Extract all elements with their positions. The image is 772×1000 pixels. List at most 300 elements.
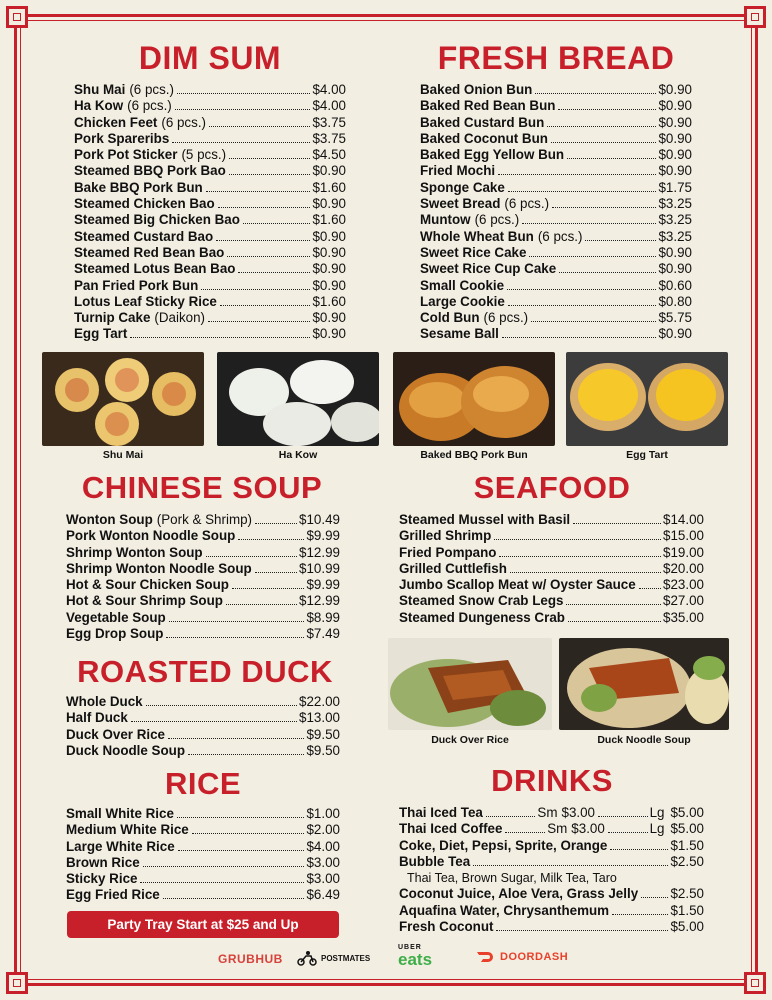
roasted-duck-list bbox=[66, 694, 340, 759]
dot-leader bbox=[209, 126, 310, 127]
list-item bbox=[420, 115, 692, 131]
doordash-icon bbox=[476, 951, 496, 963]
list-item bbox=[74, 82, 346, 98]
duck-over-rice-caption: Duck Over Rice bbox=[431, 734, 509, 746]
list-item bbox=[74, 147, 346, 163]
dot-leader bbox=[178, 850, 305, 851]
item-price: $5.00 bbox=[670, 805, 704, 820]
list-item bbox=[420, 245, 692, 261]
item-name: Large White Rice bbox=[66, 838, 175, 854]
egg-tart-caption: Egg Tart bbox=[626, 449, 668, 461]
postmates-logo[interactable]: POSTMATES bbox=[296, 950, 370, 966]
list-item bbox=[399, 805, 704, 821]
item-price: $1.60 bbox=[312, 212, 346, 228]
item-name: Egg Tart bbox=[74, 326, 128, 342]
dot-leader bbox=[229, 158, 310, 159]
item-name: Hot & Sour Shrimp Soup bbox=[66, 593, 223, 609]
list-item bbox=[66, 694, 340, 710]
list-item bbox=[74, 212, 346, 228]
item-price: $3.00 bbox=[306, 854, 340, 870]
dot-leader bbox=[143, 866, 305, 867]
list-item bbox=[420, 310, 692, 326]
list-item bbox=[420, 98, 692, 114]
dot-leader bbox=[573, 523, 661, 524]
dim-sum-heading: DIM SUM bbox=[138, 40, 282, 76]
dot-leader bbox=[522, 223, 656, 224]
item-price: $7.49 bbox=[306, 626, 340, 642]
list-item bbox=[399, 886, 704, 902]
list-item bbox=[399, 903, 704, 919]
item-price: $3.25 bbox=[658, 196, 692, 212]
item-name: Shrimp Wonton Noodle Soup bbox=[66, 560, 252, 576]
list-item bbox=[66, 545, 340, 561]
uber-eats-logo[interactable]: UBER eats bbox=[398, 944, 433, 969]
item-price: $3.25 bbox=[658, 228, 692, 244]
dot-leader bbox=[529, 256, 656, 257]
item-price: $35.00 bbox=[663, 609, 704, 625]
item-name: Ha Kow bbox=[74, 98, 124, 114]
dot-leader bbox=[552, 207, 656, 208]
dot-leader bbox=[255, 523, 297, 524]
bubble-tea-flavors: Thai Tea, Brown Sugar, Milk Tea, Taro bbox=[407, 871, 617, 886]
item-price: $0.90 bbox=[658, 82, 692, 97]
dot-leader bbox=[220, 305, 311, 306]
list-item bbox=[66, 743, 340, 759]
item-price: $5.75 bbox=[658, 310, 692, 326]
item-price: $3.75 bbox=[312, 130, 346, 146]
item-name: Steamed Lotus Bean Bao bbox=[74, 261, 236, 277]
corner-ornament bbox=[6, 6, 28, 28]
dot-leader bbox=[166, 637, 304, 638]
rice-heading: RICE bbox=[164, 766, 242, 801]
item-name: Shrimp Wonton Soup bbox=[66, 544, 203, 560]
list-item bbox=[66, 528, 340, 544]
dot-leader bbox=[502, 337, 657, 338]
list-item bbox=[399, 593, 704, 609]
dot-leader bbox=[641, 897, 668, 898]
dot-leader bbox=[610, 849, 668, 850]
list-item bbox=[74, 326, 346, 342]
dot-leader bbox=[551, 142, 657, 143]
list-item bbox=[420, 131, 692, 147]
item-price: $0.60 bbox=[658, 277, 692, 293]
list-item bbox=[66, 512, 340, 528]
dot-leader bbox=[206, 191, 311, 192]
item-name: Thai Iced Coffee bbox=[399, 821, 503, 837]
duck-noodle-photo bbox=[559, 638, 729, 730]
list-item bbox=[399, 610, 704, 626]
item-name: Steamed Mussel with Basil bbox=[399, 512, 571, 527]
item-note: (6 pcs.) bbox=[537, 228, 583, 244]
item-name: Egg Drop Soup bbox=[66, 626, 164, 642]
item-price: $1.00 bbox=[306, 806, 340, 821]
item-note: (6 pcs.) bbox=[129, 82, 174, 97]
item-name: Thai Iced Tea bbox=[399, 805, 483, 820]
item-price: $3.75 bbox=[312, 114, 346, 130]
item-name: Sweet Bread bbox=[420, 196, 501, 212]
size-label: Lg bbox=[649, 821, 665, 837]
dot-leader bbox=[226, 604, 297, 605]
dot-leader bbox=[177, 93, 310, 94]
dot-leader bbox=[232, 588, 305, 589]
item-price: $1.60 bbox=[312, 179, 346, 195]
dot-leader bbox=[206, 556, 297, 557]
item-price: $0.90 bbox=[312, 277, 346, 293]
list-item bbox=[74, 294, 346, 310]
size-label: Sm bbox=[537, 805, 558, 820]
size-label: Lg bbox=[649, 805, 665, 820]
list-item bbox=[74, 131, 346, 147]
dot-leader bbox=[507, 289, 656, 290]
duck-noodle-caption: Duck Noodle Soup bbox=[597, 734, 691, 746]
list-item bbox=[66, 871, 340, 887]
list-item bbox=[74, 180, 346, 196]
item-name: Coconut Juice, Aloe Vera, Grass Jelly bbox=[399, 886, 639, 902]
item-name: Baked Red Bean Bun bbox=[420, 98, 556, 114]
dot-leader bbox=[163, 898, 305, 899]
item-price: $2.00 bbox=[306, 822, 340, 838]
list-item bbox=[66, 561, 340, 577]
item-note: (6 pcs.) bbox=[161, 114, 207, 130]
item-name: Pork Pot Sticker bbox=[74, 147, 178, 163]
dot-leader bbox=[238, 272, 310, 273]
dot-leader bbox=[229, 174, 311, 175]
item-price: $22.00 bbox=[299, 694, 340, 709]
drinks-list bbox=[399, 805, 704, 935]
item-price: $20.00 bbox=[663, 560, 704, 576]
list-item bbox=[74, 196, 346, 212]
item-name: Muntow bbox=[420, 212, 471, 228]
item-name: Whole Duck bbox=[66, 694, 143, 709]
dot-leader bbox=[566, 604, 661, 605]
item-name: Egg Fried Rice bbox=[66, 887, 160, 903]
item-name: Small White Rice bbox=[66, 806, 174, 821]
dot-leader bbox=[243, 223, 311, 224]
item-price: $9.99 bbox=[306, 577, 340, 593]
dot-leader bbox=[255, 572, 297, 573]
item-price: $3.00 bbox=[571, 821, 605, 837]
item-name: Small Cookie bbox=[420, 277, 505, 293]
item-note: (6 pcs.) bbox=[504, 196, 550, 212]
item-name: Sponge Cake bbox=[420, 179, 505, 195]
list-item bbox=[420, 82, 692, 98]
list-item bbox=[66, 610, 340, 626]
item-name: Whole Wheat Bun bbox=[420, 228, 534, 244]
item-price: $4.50 bbox=[312, 147, 346, 163]
list-item bbox=[74, 261, 346, 277]
item-name: Shu Mai bbox=[74, 82, 126, 97]
bbq-bun-photo bbox=[393, 352, 555, 446]
rice-list bbox=[66, 806, 340, 904]
item-price: $0.90 bbox=[312, 196, 346, 212]
list-item bbox=[66, 887, 340, 903]
list-item bbox=[399, 545, 704, 561]
item-name: Pork Wonton Noodle Soup bbox=[66, 528, 236, 544]
list-item bbox=[66, 839, 340, 855]
item-price: $0.90 bbox=[312, 261, 346, 277]
item-name: Sticky Rice bbox=[66, 871, 138, 887]
item-price: $19.00 bbox=[663, 544, 704, 560]
dot-leader bbox=[192, 833, 305, 834]
list-item bbox=[66, 855, 340, 871]
list-item bbox=[74, 115, 346, 131]
item-name: Steamed BBQ Pork Bao bbox=[74, 163, 226, 179]
item-price: $0.90 bbox=[658, 326, 692, 342]
shu-mai-photo bbox=[42, 352, 204, 446]
dot-leader bbox=[508, 305, 657, 306]
item-name: Fried Mochi bbox=[420, 163, 496, 179]
dot-leader bbox=[499, 556, 661, 557]
item-name: Baked Onion Bun bbox=[420, 82, 533, 97]
dot-leader bbox=[140, 882, 304, 883]
dot-leader bbox=[535, 93, 656, 94]
list-item bbox=[66, 577, 340, 593]
item-name: Half Duck bbox=[66, 710, 128, 726]
item-price: $0.90 bbox=[658, 147, 692, 163]
item-price: $1.75 bbox=[658, 179, 692, 195]
item-name: Steamed Snow Crab Legs bbox=[399, 593, 564, 609]
list-item bbox=[399, 528, 704, 544]
item-price: $1.60 bbox=[312, 293, 346, 309]
item-price: $0.90 bbox=[658, 244, 692, 260]
dot-leader bbox=[508, 191, 657, 192]
dot-leader bbox=[238, 539, 304, 540]
item-name: Sweet Rice Cup Cake bbox=[420, 261, 557, 277]
item-note: (6 pcs.) bbox=[474, 212, 520, 228]
item-price: $0.90 bbox=[312, 163, 346, 179]
item-name: Grilled Cuttlefish bbox=[399, 560, 507, 576]
item-name: Baked Egg Yellow Bun bbox=[420, 147, 565, 163]
item-price: $8.99 bbox=[306, 609, 340, 625]
item-name: Sesame Ball bbox=[420, 326, 499, 342]
list-item bbox=[74, 278, 346, 294]
item-price: $3.25 bbox=[658, 212, 692, 228]
doordash-logo[interactable]: DOORDASH bbox=[476, 951, 568, 963]
dim-sum-list bbox=[74, 82, 346, 343]
item-price: $0.90 bbox=[658, 163, 692, 179]
item-price: $0.90 bbox=[658, 130, 692, 146]
list-item bbox=[399, 919, 704, 935]
dot-leader bbox=[146, 705, 297, 706]
list-item bbox=[74, 310, 346, 326]
item-price: $9.50 bbox=[306, 742, 340, 758]
item-price: $4.00 bbox=[306, 838, 340, 854]
list-item bbox=[399, 838, 704, 854]
list-item bbox=[74, 229, 346, 245]
list-item bbox=[420, 261, 692, 277]
dot-leader bbox=[531, 321, 656, 322]
ha-kow-caption: Ha Kow bbox=[278, 449, 318, 461]
item-price: $4.00 bbox=[312, 98, 346, 114]
dot-leader bbox=[547, 126, 656, 127]
item-name: Cold Bun bbox=[420, 310, 480, 326]
list-item bbox=[420, 229, 692, 245]
item-price: $23.00 bbox=[663, 577, 704, 593]
item-price: $0.90 bbox=[312, 244, 346, 260]
item-price: $0.90 bbox=[658, 261, 692, 277]
seafood-list bbox=[399, 512, 704, 626]
item-name: Wonton Soup bbox=[66, 512, 153, 527]
list-item bbox=[66, 626, 340, 642]
item-name: Fresh Coconut bbox=[399, 919, 494, 935]
item-name: Baked Custard Bun bbox=[420, 114, 545, 130]
item-name: Steamed Red Bean Bao bbox=[74, 244, 225, 260]
corner-ornament bbox=[744, 972, 766, 994]
duck-over-rice-photo bbox=[388, 638, 552, 730]
dot-leader bbox=[559, 272, 656, 273]
item-price: $2.50 bbox=[670, 886, 704, 902]
shu-mai-caption: Shu Mai bbox=[102, 449, 144, 461]
list-item bbox=[66, 806, 340, 822]
dot-leader bbox=[172, 142, 310, 143]
fresh-bread-heading: FRESH BREAD bbox=[437, 40, 675, 76]
item-name: Medium White Rice bbox=[66, 822, 189, 838]
item-price: $12.99 bbox=[299, 544, 340, 560]
dot-leader bbox=[473, 865, 668, 866]
item-price: $10.49 bbox=[299, 512, 340, 527]
item-name: Chicken Feet bbox=[74, 114, 158, 130]
item-price: $14.00 bbox=[663, 512, 704, 527]
dot-leader bbox=[568, 621, 661, 622]
party-tray-banner: Party Tray Start at $25 and Up bbox=[67, 911, 339, 938]
item-price: $5.00 bbox=[670, 919, 704, 935]
dot-leader bbox=[218, 207, 311, 208]
item-price: $10.99 bbox=[299, 560, 340, 576]
list-item bbox=[66, 593, 340, 609]
item-name: Steamed Custard Bao bbox=[74, 228, 214, 244]
dot-leader bbox=[567, 158, 656, 159]
postmates-scooter-icon bbox=[296, 950, 318, 966]
item-name: Baked Coconut Bun bbox=[420, 130, 548, 146]
item-price: $1.50 bbox=[670, 837, 704, 853]
list-item bbox=[420, 278, 692, 294]
item-price: $15.00 bbox=[663, 528, 704, 544]
item-price: $5.00 bbox=[670, 821, 704, 837]
corner-ornament bbox=[6, 972, 28, 994]
item-price: $1.50 bbox=[670, 902, 704, 918]
chinese-soup-heading: CHINESE SOUP bbox=[81, 470, 323, 505]
list-item bbox=[420, 212, 692, 228]
dot-leader bbox=[201, 289, 310, 290]
item-name: Grilled Shrimp bbox=[399, 528, 492, 544]
item-price: $3.00 bbox=[306, 871, 340, 887]
drinks-group bbox=[399, 838, 704, 871]
item-name: Pan Fried Pork Bun bbox=[74, 277, 199, 293]
item-note: (5 pcs.) bbox=[181, 147, 227, 163]
egg-tart-photo bbox=[566, 352, 728, 446]
item-price: $4.00 bbox=[312, 82, 346, 97]
item-name: Vegetable Soup bbox=[66, 609, 166, 625]
dot-leader bbox=[130, 337, 310, 338]
list-item bbox=[66, 710, 340, 726]
dot-leader bbox=[227, 256, 310, 257]
item-price: $0.90 bbox=[658, 114, 692, 130]
list-item bbox=[420, 163, 692, 179]
dot-leader bbox=[131, 721, 297, 722]
item-price: $2.50 bbox=[670, 853, 704, 869]
item-price: $9.99 bbox=[306, 528, 340, 544]
dot-leader bbox=[216, 240, 310, 241]
item-name: Steamed Chicken Bao bbox=[74, 196, 215, 212]
dot-leader bbox=[639, 588, 661, 589]
list-item bbox=[399, 512, 704, 528]
grubhub-logo[interactable]: GRUBHUB bbox=[218, 952, 283, 966]
dot-leader bbox=[612, 914, 668, 915]
list-item bbox=[399, 577, 704, 593]
drinks-heading: DRINKS bbox=[491, 763, 613, 798]
chinese-soup-list bbox=[66, 512, 340, 642]
drinks-group bbox=[399, 886, 704, 935]
item-price: $0.90 bbox=[312, 310, 346, 326]
item-price: $0.90 bbox=[658, 98, 692, 114]
item-price: $0.90 bbox=[312, 326, 346, 342]
dot-leader bbox=[498, 174, 656, 175]
dot-leader bbox=[510, 572, 661, 573]
item-name: Steamed Big Chicken Bao bbox=[74, 212, 240, 228]
fresh-bread-list bbox=[420, 82, 692, 343]
item-name: Aquafina Water, Chrysanthemum bbox=[399, 902, 610, 918]
list-item bbox=[399, 561, 704, 577]
dot-leader bbox=[175, 109, 311, 110]
item-note: (Pork & Shrimp) bbox=[156, 512, 253, 527]
dot-leader bbox=[169, 621, 305, 622]
bbq-bun-caption: Baked BBQ Pork Bun bbox=[420, 449, 528, 461]
dot-leader bbox=[585, 240, 656, 241]
item-name: Duck Over Rice bbox=[66, 726, 165, 742]
item-price: $13.00 bbox=[299, 710, 340, 726]
list-item bbox=[74, 163, 346, 179]
list-item bbox=[420, 180, 692, 196]
item-price: $0.90 bbox=[312, 228, 346, 244]
item-name: Large Cookie bbox=[420, 293, 505, 309]
ha-kow-photo bbox=[217, 352, 379, 446]
size-label: Sm bbox=[547, 821, 568, 837]
dot-leader bbox=[496, 930, 668, 931]
dot-leader bbox=[168, 738, 304, 739]
item-price: $3.00 bbox=[561, 805, 596, 820]
list-item bbox=[399, 821, 704, 837]
item-name: Duck Noodle Soup bbox=[66, 742, 186, 758]
list-item bbox=[74, 98, 346, 114]
dot-leader bbox=[188, 754, 304, 755]
item-price: $6.49 bbox=[306, 887, 340, 903]
item-name: Lotus Leaf Sticky Rice bbox=[74, 293, 217, 309]
corner-ornament bbox=[744, 6, 766, 28]
roasted-duck-heading: ROASTED DUCK bbox=[77, 654, 333, 689]
list-item bbox=[66, 727, 340, 743]
list-item bbox=[399, 854, 704, 870]
dot-leader bbox=[494, 539, 661, 540]
item-name: Pork Spareribs bbox=[74, 130, 170, 146]
list-item bbox=[420, 326, 692, 342]
list-item bbox=[66, 822, 340, 838]
item-price: $9.50 bbox=[306, 726, 340, 742]
item-note: (Daikon) bbox=[154, 310, 205, 326]
item-name: Hot & Sour Chicken Soup bbox=[66, 577, 229, 593]
dot-leader bbox=[177, 817, 305, 818]
list-item bbox=[74, 245, 346, 261]
item-price: $0.80 bbox=[658, 293, 692, 309]
item-price: $27.00 bbox=[663, 593, 704, 609]
list-item bbox=[420, 147, 692, 163]
item-name: Jumbo Scallop Meat w/ Oyster Sauce bbox=[399, 577, 636, 593]
item-name: Steamed Dungeness Crab bbox=[399, 609, 565, 625]
dot-leader bbox=[558, 109, 656, 110]
item-name: Coke, Diet, Pepsi, Sprite, Orange bbox=[399, 837, 608, 853]
list-item bbox=[420, 294, 692, 310]
item-note: (6 pcs.) bbox=[483, 310, 529, 326]
item-price: $12.99 bbox=[299, 593, 340, 609]
